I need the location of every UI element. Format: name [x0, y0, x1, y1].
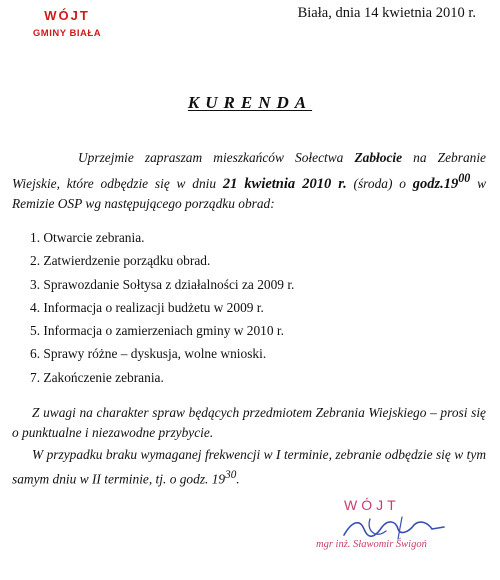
signature-stamp: [300, 497, 490, 577]
stamp-subtitle: GMINY BIAŁA: [32, 28, 102, 39]
village-name: Zabłocie: [354, 150, 403, 165]
meeting-time: $godz.19^{00}$: [412, 171, 471, 192]
stamp-title: WÓJT: [44, 8, 90, 23]
meeting-date: 21 kwietnia 2010 r.: [222, 175, 347, 192]
agenda-list: [30, 226, 294, 389]
agenda-item: 3. Sprawozdanie Sołtysa z działalności za 2009 r.: [30, 276, 295, 292]
place-and-date: Biała, dnia 14 kwietnia 2010 r.: [297, 5, 476, 21]
agenda-item: 1. Otwarcie zebrania.: [30, 230, 145, 245]
signatory-name: mgr inż. Sławomir Świgoń: [316, 539, 427, 550]
agenda-item: 5. Informacja o zamierzeniach gminy w 2010 r.: [30, 323, 284, 339]
second-term-note: W przypadku braku wymaganej frekwencji w I terminie, zebranie odbędzie się w tym samym dniu w II terminie, tj. o godz. $19^{30}$.: [12, 447, 486, 487]
punctuality-note: Z uwagi na charakter spraw będących przedmiotem Zebrania Wiejskiego – prosi się o punktualne i niezawodne przybycie.: [12, 405, 486, 440]
office-stamp: [12, 8, 122, 39]
signature-stamp-title: WÓJT: [344, 497, 400, 513]
agenda-item: 7. Zakończenie zebrania.: [30, 369, 164, 385]
intro-paragraph: Uprzejmie zapraszam mieszkańców Sołectwa Zabłocie na Zebranie Wiejskie, które odbędzie się w dniu 21 kwietnia 2010 r. (środa) o $godz.19^{00}$ w Remizie OSP wg następującego porządku obrad:: [12, 150, 487, 211]
document-title: KURENDA: [187, 93, 313, 112]
agenda-item: 2. Zatwierdzenie porządku obrad.: [30, 253, 211, 269]
agenda-item: 6. Sprawy różne – dyskusja, wolne wnioski.: [30, 346, 267, 362]
agenda-item: 4. Informacja o realizacji budżetu w 2009 r.: [30, 299, 264, 315]
